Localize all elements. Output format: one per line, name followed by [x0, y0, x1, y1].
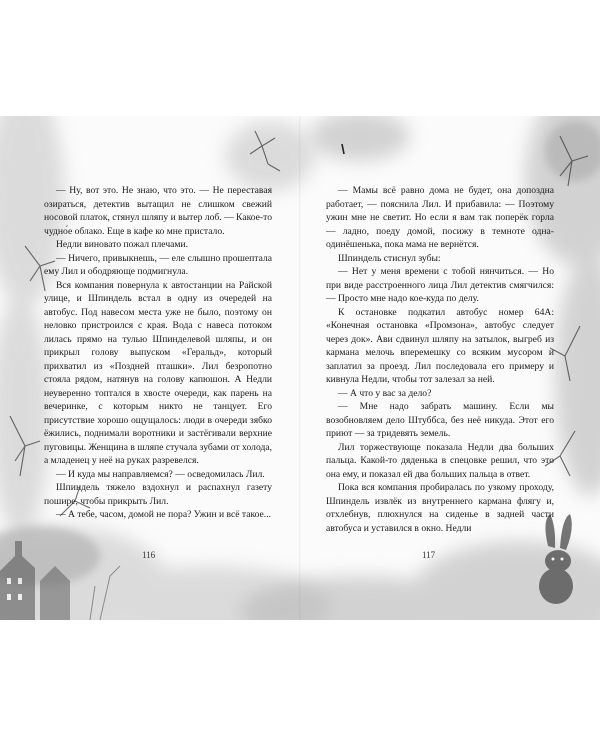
paragraph: Вся компания повернула к автостанции на Райской улице, и Шпиндель встал в одну из очередей на автобус. Под навесом места уже не было, поэтому он неловко пристроился с края. Вода с навеса потоком лилась прямо на тулью Шпинделевой шляпы, и он прикрыл голову выпуском «Геральд», который прихватил из «Поздней пташки». Лил безропотно стояла рядом, натянув на голову капюшон. А Недли неуверенно топтался в хвосте очереди, как парень на вечеринке, с которым никто не танцует. Его присутствие хорошо ощущалось: люди в очереди зябко ёжились, поднимали воротники и застёгивали верхние пуговицы. Женщина в шляпе стучала зубами от холода, а младенец у неё на руках разревелся.: [44, 279, 272, 466]
paragraph: — А тебе, часом, домой не пора? Ужин и всё такое...: [56, 509, 272, 520]
page-number-right: 117: [422, 550, 436, 560]
right-page-text: [326, 184, 554, 535]
paragraph: Шпиндель тяжело вздохнул и распахнул газету пошире, чтобы прикрыть Лил.: [44, 482, 272, 507]
paragraph: Недли виновато пожал плечами.: [56, 239, 189, 250]
paragraph: — Ничего, привыкнешь, — еле слышно прошептала ему Лил и ободряюще подмигнула.: [44, 252, 272, 277]
paragraph: — И куда мы направляемся? — осведомилась Лил.: [56, 468, 265, 480]
page-number-left: 116: [142, 550, 156, 560]
paragraph: — Мамы всё равно дома не будет, она допоздна работает, — пояснила Лил. И прибавила: — Поэтому ужин мне не светит. Но если я вам так поперёк горла — ладно, поеду домой, посижу в темноте одна-одинёшенька, пока мама не вернётся.: [326, 185, 554, 250]
paragraph: Пока вся компания пробиралась по узкому проходу, Шпиндель извлёк из внутреннего кармана флягу и, отхлебнув, плюхнулся на сиденье в задней части автобуса и уставился в окно. Недли: [326, 482, 554, 534]
paragraph: — Ну, вот это. Не знаю, что это. — Не переставая озираться, детектив вытащил не слишком свежий носовой платок, стянул шляпу и вытер лоб. — Какое-то чудно́е облако. Еще в кафе ко мне пристало.: [44, 185, 272, 237]
paragraph: Лил торжествующе показала Недли два больших пальца. Какой-то дяденька в спецовке решил, что это она ему, и показал ей два больших пальца в ответ.: [326, 441, 554, 480]
paragraph: — А что у вас за дело?: [338, 387, 432, 399]
left-page-text: [44, 184, 272, 522]
paragraph: Шпиндель стиснул зубы:: [338, 252, 441, 264]
book-spine-shadow: [299, 116, 301, 620]
paragraph: — Мне надо забрать машину. Если мы возобновляем дело Штуббса, без неё никуда. Этот его приют — за тридевять земель.: [326, 401, 554, 439]
paragraph: К остановке подкатил автобус номер 64А: «Конечная остановка «Промзона», автобус следует через док». Ави сдвинул шляпу на затылок, выгреб из кармана мелочь вперемешку со всяким мусором и заплатил за проезд. Лил последовала его примеру и кивнула Недли, чтобы тот залезал за ней.: [326, 306, 554, 385]
paragraph: — Нет у меня времени с тобой нянчиться. — Но при виде расстроенного лица Лил детектив смягчился: — Просто мне надо кое-куда по делу.: [326, 266, 554, 304]
book-spread: [0, 116, 600, 620]
